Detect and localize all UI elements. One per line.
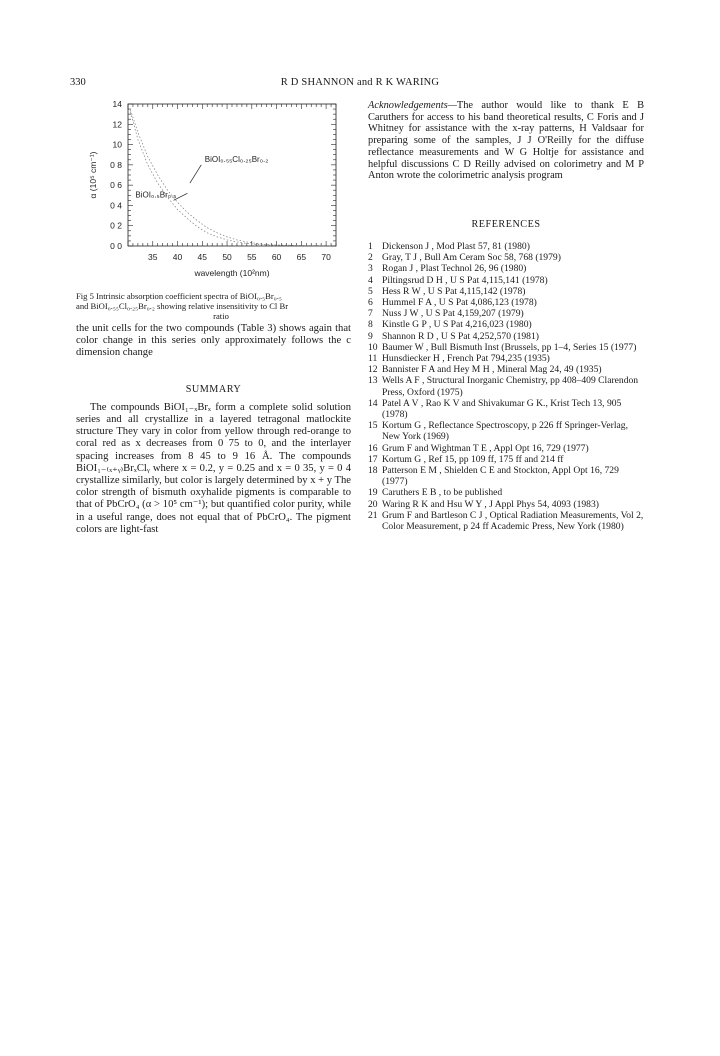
acknowledgements-text: The author would like to thank E B Caruthers for access to his band theoretical results, C Foris and J Whitney for assistance with the x-ray patterns, H Valdsaar for preparing some of the samples, J J O'Reilly for the diffuse reflectance measurements and W G Holtje for assistance and helpful discussions C D Reilly advised on colorimetry and M P Anton wrote the colorimetric analysis program (368, 100, 644, 182)
reference-item (368, 263, 644, 274)
series-line-1 (130, 112, 331, 246)
reference-item (368, 510, 644, 532)
series-line-2 (130, 110, 331, 246)
reference-number: 8 (368, 319, 373, 331)
reference-number: 5 (368, 285, 373, 297)
reference-number: 21 (368, 509, 378, 521)
reference-number: 2 (368, 252, 373, 264)
reference-text: Wells A F , Structural Inorganic Chemistry, pp 408–409 Clarendon Press, Oxford (1975) (382, 375, 639, 398)
x-tick-label: 50 (222, 252, 232, 262)
reference-number: 18 (368, 465, 378, 477)
acknowledgements (368, 100, 644, 182)
summary-heading: SUMMARY (185, 383, 242, 395)
reference-text: Caruthers E B , to be published (382, 487, 503, 499)
reference-item (368, 331, 644, 342)
y-tick-label: 0 4 (110, 200, 122, 211)
reference-number: 9 (368, 330, 373, 342)
caption-line-2: and BiOI₀.₅₅Cl₀.₂₅Br₀.₂ showing relative insensitivity to Cl Br (76, 301, 289, 312)
x-tick-label: 70 (321, 252, 331, 262)
reference-text: Kinstle G P , U S Pat 4,216,023 (1980) (382, 319, 532, 331)
caption-line-3: ratio (213, 311, 229, 322)
reference-item (368, 252, 644, 263)
reference-text: Grum F and Bartleson C J , Optical Radiation Measurements, Vol 2, Color Measurement, p 24 ff Academic Press, New York (1980) (382, 509, 644, 533)
y-tick-label: 0 0 (110, 241, 122, 251)
body-paragraph: the unit cells for the two compounds (Table 3) shows again that color change in this series only approximately follows the c dimension change (76, 323, 351, 359)
reference-item (368, 286, 644, 297)
x-tick-label: 35 (148, 252, 158, 262)
annotation-br: BiOI₀.₅Br₀.₅ (135, 190, 177, 200)
reference-number: 12 (368, 364, 378, 376)
references-heading: REFERENCES (471, 219, 541, 230)
y-tick-label: 0 2 (110, 220, 122, 231)
reference-item (368, 454, 644, 465)
reference-text: Rogan J , Plast Technol 26, 96 (1980) (382, 263, 527, 275)
reference-number: 19 (368, 487, 378, 499)
caption-line-1: Fig 5 Intrinsic absorption coefficient spectra of BiOI₀.₅Br₀.₅ (76, 291, 282, 301)
reference-text: Patterson E M , Shielden C E and Stockton, Appl Opt 16, 729 (1977) (382, 465, 619, 488)
absorption-chart (80, 96, 360, 286)
x-tick-label: 55 (247, 252, 257, 262)
reference-item (368, 241, 644, 252)
reference-text: Bannister F A and Hey M H , Mineral Mag 24, 49 (1935) (382, 364, 602, 376)
reference-number: 11 (368, 353, 378, 365)
reference-text: Hummel F A , U S Pat 4,086,123 (1978) (382, 297, 537, 309)
reference-item (368, 375, 644, 397)
y-tick-label: 0 6 (110, 180, 122, 191)
reference-number: 13 (368, 375, 378, 387)
reference-number: 17 (368, 453, 378, 465)
x-tick-label: 65 (296, 252, 307, 262)
y-tick-label: 10 (112, 139, 122, 150)
page-header (0, 77, 720, 91)
reference-text: Kortum G , Ref 15, pp 109 ff, 175 ff and 214 ff (382, 453, 564, 465)
reference-item (368, 342, 644, 353)
reference-number: 16 (368, 442, 378, 454)
reference-number: 4 (368, 274, 373, 286)
reference-text: Baumer W , Bull Bismuth Inst (Brussels, pp 1–4, Series 15 (1977) (382, 341, 637, 353)
x-tick-label: 40 (172, 252, 183, 262)
reference-number: 3 (368, 263, 373, 275)
page-number: 330 (70, 77, 86, 88)
x-tick-label: 60 (271, 252, 282, 262)
reference-text: Kortum G , Reflectance Spectroscopy, p 226 ff Springer-Verlag, New York (1969) (382, 420, 628, 443)
y-tick-label: 12 (112, 119, 122, 130)
reference-item (368, 364, 644, 375)
figure-5 (80, 96, 360, 286)
reference-text: Hess R W , U S Pat 4,115,142 (1978) (382, 285, 526, 297)
reference-item (368, 319, 644, 330)
acknowledgements-title: Acknowledgements— (368, 100, 457, 111)
reference-item (368, 465, 644, 487)
reference-text: Hunsdiecker H , French Pat 794,235 (1935) (382, 353, 550, 365)
figure-caption (76, 291, 366, 322)
reference-number: 7 (368, 308, 373, 320)
reference-text: Gray, T J , Bull Am Ceram Soc 58, 768 (1979) (382, 252, 561, 264)
y-axis-label: α (10⁵ cm⁻¹) (88, 151, 98, 199)
reference-number: 15 (368, 420, 378, 432)
annotation-pointer-1 (190, 165, 201, 183)
reference-text: Waring R K and Hsu W Y , J Appl Phys 54, 4093 (1983) (382, 498, 599, 510)
reference-text: Nuss J W , U S Pat 4,159,207 (1979) (382, 308, 524, 320)
summary-paragraph: The compounds BiOI₁₋ₓBrₓ form a complete solid solution series and all crystallize in a layered tetragonal matlockite structure They vary in color from yellow through red-orange to coral red as x decreases from 0 75 to 0, and the interlayer spacing increases from 8 45 to 9 16 Å. The compounds BiOI₁₋₍ₓ₊ᵧ₎BrₓClᵧ where x = 0.2, y = 0.25 and x = 0 35, y = 0 4 crystallize similarly, but color is largely determined by x + y The color strength of bismuth oxyhalide pigments is comparable to that of PbCrO₄ (α > 10⁵ cm⁻¹); but quantified color purity, while in a useful range, does not equal that of PbCrO₄. The pigment colors are light-fast (76, 401, 351, 535)
reference-item (368, 487, 644, 498)
reference-text: Shannon R D , U S Pat 4,252,570 (1981) (382, 330, 539, 342)
reference-number: 1 (368, 241, 373, 252)
reference-item (368, 297, 644, 308)
reference-text: Dickenson J , Mod Plast 57, 81 (1980) (382, 241, 530, 252)
x-tick-label: 45 (197, 252, 208, 262)
reference-number: 20 (368, 498, 378, 510)
reference-text: Grum F and Wightman T E , Appl Opt 16, 729 (1977) (382, 442, 589, 454)
left-column (76, 323, 351, 536)
reference-item (368, 420, 644, 442)
running-head: R D SHANNON and R K WARING (280, 77, 440, 88)
reference-item (368, 499, 644, 510)
reference-item (368, 353, 644, 364)
y-tick-label: 14 (112, 99, 122, 109)
reference-item (368, 443, 644, 454)
reference-number: 10 (368, 341, 378, 353)
references-list (368, 241, 644, 532)
reference-item (368, 275, 644, 286)
y-tick-label: 0 8 (110, 159, 122, 170)
reference-text: Piltingsrud D H , U S Pat 4,115,141 (1978) (382, 274, 548, 286)
reference-item (368, 398, 644, 420)
reference-number: 6 (368, 297, 373, 309)
reference-text: Patel A V , Rao K V and Shivakumar G K., Krist Tech 13, 905 (1978) (382, 397, 622, 421)
reference-item (368, 308, 644, 319)
reference-number: 14 (368, 397, 378, 409)
plot-frame (128, 104, 336, 246)
annotation-cl-br: BiOI₀.₅₅Cl₀.₂₅Br₀.₂ (204, 154, 269, 164)
x-axis-label: wavelength (10²nm) (194, 268, 270, 278)
